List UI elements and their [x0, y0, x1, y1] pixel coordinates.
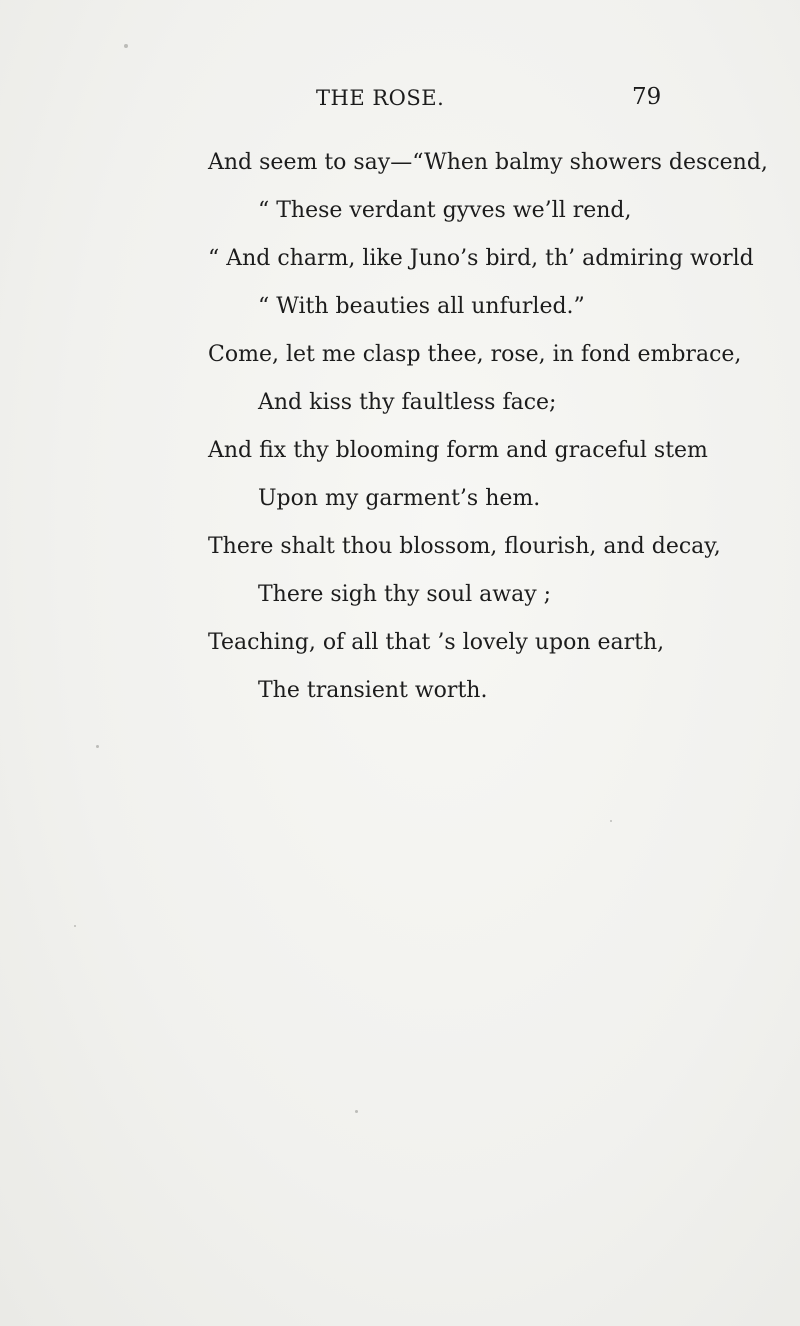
page-title: THE ROSE. — [316, 86, 445, 110]
poem-line: Upon my garment’s hem. — [258, 486, 541, 511]
poem-line: “ With beauties all unfurled.” — [258, 294, 585, 319]
poem-line: And seem to say—“When balmy showers descend, — [208, 150, 768, 175]
running-head — [0, 86, 800, 120]
poem-line: “ These verdant gyves we’ll rend, — [258, 198, 632, 223]
poem-line: There shalt thou blossom, flourish, and decay, — [208, 534, 721, 559]
paper-speck — [74, 925, 76, 927]
paper-speck — [124, 44, 128, 48]
paper-speck — [96, 745, 99, 748]
poem-line: Teaching, of all that ’s lovely upon earth, — [208, 630, 665, 655]
paper-speck — [355, 1110, 358, 1113]
paper-speck — [610, 820, 612, 822]
poem-line: Come, let me clasp thee, rose, in fond embrace, — [208, 342, 742, 367]
poem-line: And fix thy blooming form and graceful stem — [208, 438, 708, 463]
poem-line: There sigh thy soul away ; — [258, 582, 552, 607]
poem-line: “ And charm, like Juno’s bird, th’ admiring world — [208, 246, 754, 271]
poem-line: The transient worth. — [258, 678, 488, 703]
page-number: 79 — [632, 84, 662, 110]
poem-line: And kiss thy faultless face; — [258, 390, 557, 415]
